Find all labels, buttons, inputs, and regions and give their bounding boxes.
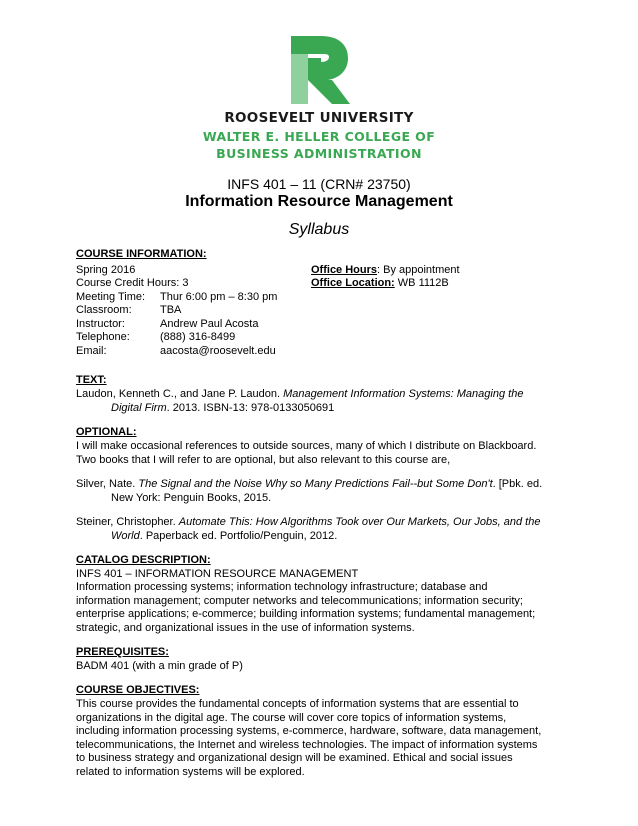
email-value: aacosta@roosevelt.edu	[160, 345, 276, 357]
objectives-line: including information processing systems, e-commerce, hardware, software, data management,	[76, 725, 542, 737]
office-hours-label: Office Hours	[311, 264, 378, 276]
book-1-author: Silver, Nate.	[76, 478, 139, 490]
objectives-line: related to information systems will be explored.	[76, 766, 305, 778]
office-location-value: WB 1112B	[394, 277, 449, 289]
prerequisites-heading: PREREQUISITES:	[76, 646, 169, 658]
catalog-line: strategic, and organizational issues in the use of information systems.	[76, 622, 415, 634]
optional-line-1: I will make occasional references to outside sources, many of which I distribute on Blackboard.	[76, 440, 537, 452]
document-type: Syllabus	[288, 221, 350, 238]
credit-hours: Course Credit Hours: 3	[76, 277, 189, 289]
optional-heading: OPTIONAL:	[76, 426, 137, 438]
optional-line-2: Two books that I will refer to are optional, but also relevant to this course are,	[76, 454, 451, 466]
objectives-line: telecommunications, the Internet and wireless technologies. The impact of information systems	[76, 739, 538, 751]
telephone-value: (888) 316-8499	[160, 331, 236, 343]
college-name-line-1: WALTER E. HELLER COLLEGE OF	[202, 129, 436, 144]
textbook-title-cont: Digital Firm	[111, 402, 167, 414]
textbook-authors: Laudon, Kenneth C., and Jane P. Laudon.	[76, 388, 284, 400]
catalog-line: information management; computer networks and telecommunications; information security;	[76, 595, 523, 607]
office-location-label: Office Location:	[311, 277, 395, 289]
course-title: Information Resource Management	[185, 193, 453, 210]
classroom-label: Classroom:	[76, 304, 132, 316]
objectives-line: This course provides the fundamental concepts of information systems that are essential to	[76, 698, 519, 710]
objectives-line: to business strategy and organizational design will be examined. Ethical and social issues	[76, 752, 513, 764]
textbook-citation-cont	[111, 402, 334, 414]
college-name-line-2: BUSINESS ADMINISTRATION	[216, 146, 422, 161]
textbook-title: Management Information Systems: Managing the	[283, 388, 524, 400]
meeting-time-value: Thur 6:00 pm – 8:30 pm	[160, 291, 278, 303]
meeting-time-label: Meeting Time:	[76, 291, 146, 303]
course-code: INFS 401 – 11 (CRN# 23750)	[227, 176, 411, 192]
course-info-heading: COURSE INFORMATION:	[76, 248, 207, 260]
optional-book-2	[76, 516, 540, 528]
book-2-details: . Paperback ed. Portfolio/Penguin, 2012.	[139, 530, 338, 542]
catalog-line: enterprise applications; e-commerce; building information systems; fundamental management;	[76, 608, 536, 620]
telephone-label: Telephone:	[76, 331, 130, 343]
catalog-line: INFS 401 – INFORMATION RESOURCE MANAGEMENT	[76, 568, 359, 580]
email-label: Email:	[76, 345, 107, 357]
instructor-value: Andrew Paul Acosta	[160, 318, 259, 330]
roosevelt-r-logo	[288, 34, 350, 106]
book-2-author: Steiner, Christopher.	[76, 516, 179, 528]
office-location	[311, 277, 449, 289]
textbook-citation	[76, 388, 523, 400]
catalog-line: Information processing systems; information technology infrastructure; database and	[76, 581, 488, 593]
book-2-title-cont: World	[111, 530, 140, 542]
classroom-value: TBA	[160, 304, 182, 316]
book-1-publisher: New York: Penguin Books, 2015.	[111, 492, 272, 504]
office-hours	[311, 264, 460, 276]
textbook-details: . 2013. ISBN-13: 978-0133050691	[166, 402, 335, 414]
text-heading: TEXT:	[76, 374, 107, 386]
catalog-heading: CATALOG DESCRIPTION:	[76, 554, 211, 566]
book-2-cont	[111, 530, 337, 542]
book-2-title: Automate This: How Algorithms Took over Our Markets, Our Jobs, and the	[178, 516, 541, 528]
term: Spring 2016	[76, 264, 136, 276]
objectives-heading: COURSE OBJECTIVES:	[76, 684, 200, 696]
optional-book-1	[76, 478, 542, 490]
objectives-line: organizations in the digital age. The course will cover core topics of information systems,	[76, 712, 507, 724]
book-1-title: The Signal and the Noise Why so Many Predictions Fail--but Some Don't	[138, 478, 493, 490]
instructor-label: Instructor:	[76, 318, 125, 330]
prerequisites-value: BADM 401 (with a min grade of P)	[76, 660, 243, 672]
university-name: ROOSEVELT UNIVERSITY	[224, 110, 414, 126]
book-1-details: . [Pbk. ed.	[492, 478, 543, 490]
office-hours-value: : By appointment	[377, 264, 460, 276]
